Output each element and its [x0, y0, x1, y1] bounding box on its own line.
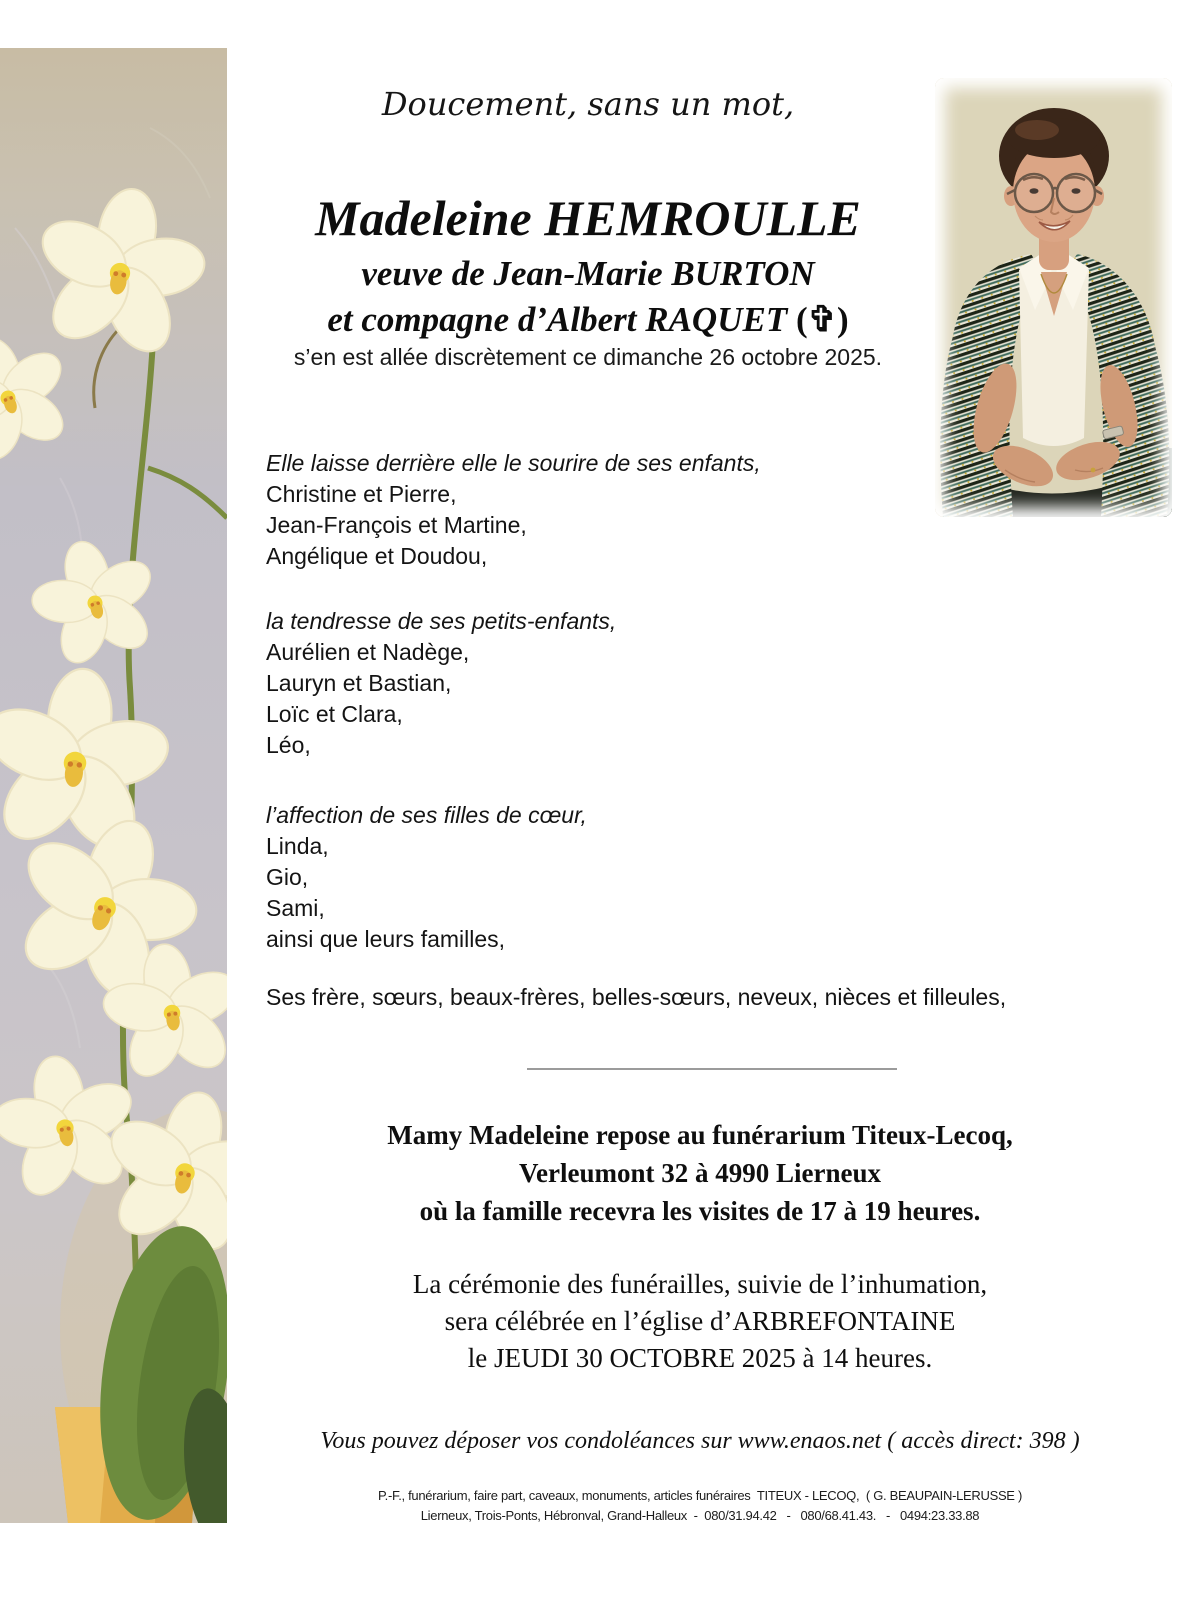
- visitation-block: [227, 1116, 1173, 1230]
- grandchildren-group: [266, 606, 616, 761]
- children-intro: Elle laisse derrière elle le sourire de ses enfants,: [266, 450, 761, 476]
- family-line: ainsi que leurs familles,: [266, 926, 506, 952]
- portrait-photo: [935, 78, 1172, 517]
- visitation-line-1: Mamy Madeleine repose au funérarium Titeux-Lecoq,: [387, 1120, 1013, 1150]
- family-line: Jean-François et Martine,: [266, 512, 527, 538]
- partner-line: [230, 298, 946, 342]
- ceremony-block: [227, 1266, 1173, 1377]
- portrait-illustration: [935, 78, 1172, 517]
- daughters-intro: l’affection de ses filles de cœur,: [266, 802, 587, 828]
- widow-line: veuve de Jean-Marie BURTON: [361, 254, 815, 293]
- death-notice: s’en est allée discrètement ce dimanche 26 octobre 2025.: [293, 344, 883, 370]
- family-line: Christine et Pierre,: [266, 481, 457, 507]
- epigraph: Doucement, sans un mot,: [381, 85, 795, 123]
- orchid-illustration: [0, 48, 227, 1523]
- orchid-photo: [0, 48, 227, 1523]
- footer-line-1: P.-F., funérarium, faire part, caveaux, monuments, articles funéraires TITEUX - LECOQ, ( G. BEAUPAIN-LERUSSE ): [377, 1488, 1023, 1503]
- footer-line-2: Lierneux, Trois-Ponts, Hébronval, Grand-Halleux - 080/31.94.42 - 080/68.41.43. - 0494:23.33.88: [420, 1508, 980, 1523]
- relatives-line: Ses frère, sœurs, beaux-frères, belles-sœurs, neveux, nièces et filleules,: [266, 984, 1007, 1010]
- condolences-line: Vous pouvez déposer vos condoléances sur www.enaos.net ( accès direct: 398 ): [320, 1428, 1080, 1454]
- cross-icon: (✞): [795, 300, 849, 339]
- partner-text: et compagne d’Albert RAQUET: [327, 300, 788, 339]
- visitation-line-3: où la famille recevra les visites de 17 à 19 heures.: [419, 1196, 981, 1226]
- grandchildren-intro: la tendresse de ses petits-enfants,: [266, 608, 617, 634]
- family-line: Aurélien et Nadège,: [266, 639, 470, 665]
- ceremony-line-2: sera célébrée en l’église d’ARBREFONTAINE: [444, 1306, 956, 1336]
- family-line: Angélique et Doudou,: [266, 543, 488, 569]
- family-line: Léo,: [266, 732, 311, 758]
- children-group: [266, 448, 761, 572]
- family-line: Sami,: [266, 895, 325, 921]
- deceased-name: Madeleine HEMROULLE: [315, 190, 861, 246]
- visitation-line-2: Verleumont 32 à 4990 Lierneux: [519, 1158, 881, 1188]
- daughters-group: [266, 800, 587, 955]
- family-line: Gio,: [266, 864, 309, 890]
- ceremony-line-1: La cérémonie des funérailles, suivie de l’inhumation,: [412, 1269, 988, 1299]
- header-section: [230, 0, 946, 400]
- family-line: Lauryn et Bastian,: [266, 670, 452, 696]
- section-divider: [527, 1068, 897, 1070]
- family-line: Loïc et Clara,: [266, 701, 403, 727]
- family-line: Linda,: [266, 833, 329, 859]
- footer-section: [227, 1486, 1173, 1526]
- ceremony-line-3: le JEUDI 30 OCTOBRE 2025 à 14 heures.: [467, 1343, 933, 1373]
